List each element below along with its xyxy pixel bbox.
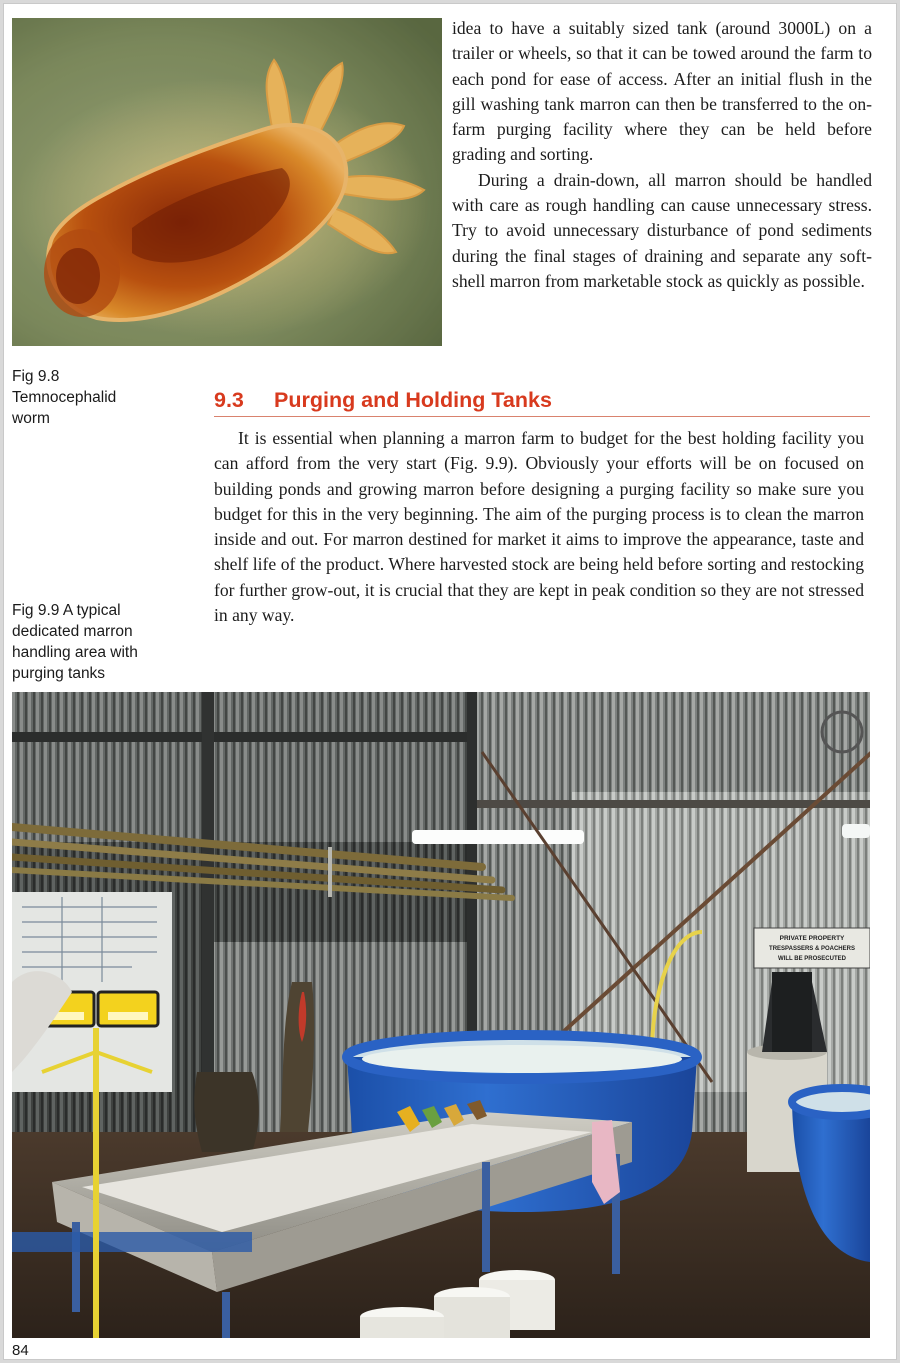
caption-line: purging tanks bbox=[12, 665, 106, 682]
sign-line: PRIVATE PROPERTY bbox=[779, 935, 845, 942]
top-text-column bbox=[452, 16, 872, 294]
book-page bbox=[3, 3, 897, 1360]
caption-line: Temnocephalid bbox=[12, 389, 117, 406]
caption-line: handling area with bbox=[12, 644, 138, 661]
fig-9-8-caption bbox=[12, 366, 172, 429]
page-number: 84 bbox=[12, 1342, 29, 1359]
section-title: Purging and Holding Tanks bbox=[274, 388, 552, 412]
worm-photo bbox=[12, 18, 442, 346]
paragraph-drain-down: During a drain-down, all marron should be handled with care as rough handling can cause unnecessary stress. Try to avoid unnecessary disturbance of pond sediments during the final stages of draining and separate any soft-shell marron from marketable stock as quickly as possible. bbox=[452, 169, 872, 291]
caption-line: dedicated marron bbox=[12, 623, 133, 640]
fig-9-9-caption bbox=[12, 600, 187, 684]
caption-line: Fig 9.8 bbox=[12, 368, 60, 385]
caption-line: Fig 9.9 A typical bbox=[12, 602, 121, 619]
section-heading bbox=[214, 387, 870, 417]
section-number: 9.3 bbox=[214, 388, 244, 412]
sign-line: TRESPASSERS & POACHERS bbox=[769, 946, 855, 952]
section-body-paragraph: It is essential when planning a marron farm to budget for the best holding facility you can afford from the very start (Fig. 9.9). Obviously your efforts will be on focused on building ponds and growing marron before designing a purging facility so make sure you budget for this in the very beginning. The aim of the purging process is to clean the marron inside and out. For marron destined for market it aims to improve the appearance, taste and shelf life of the product. Where harvested stock are being held before sorting and restocking for further grow-out, it is crucial that they are kept in peak condition so they are not stressed in any way. bbox=[214, 428, 864, 626]
caption-line: worm bbox=[12, 410, 50, 427]
paragraph-continued: idea to have a suitably sized tank (around 3000L) on a trailer or wheels, so that it can be towed around the farm to each pond for ease of access. After an initial flush in the gill washing tank marron can then be transferred to the on-farm purging facility where they can be held before grading and sorting. bbox=[452, 18, 872, 165]
facility-photo bbox=[12, 692, 870, 1338]
sign-line: WILL BE PROSECUTED bbox=[778, 956, 846, 962]
